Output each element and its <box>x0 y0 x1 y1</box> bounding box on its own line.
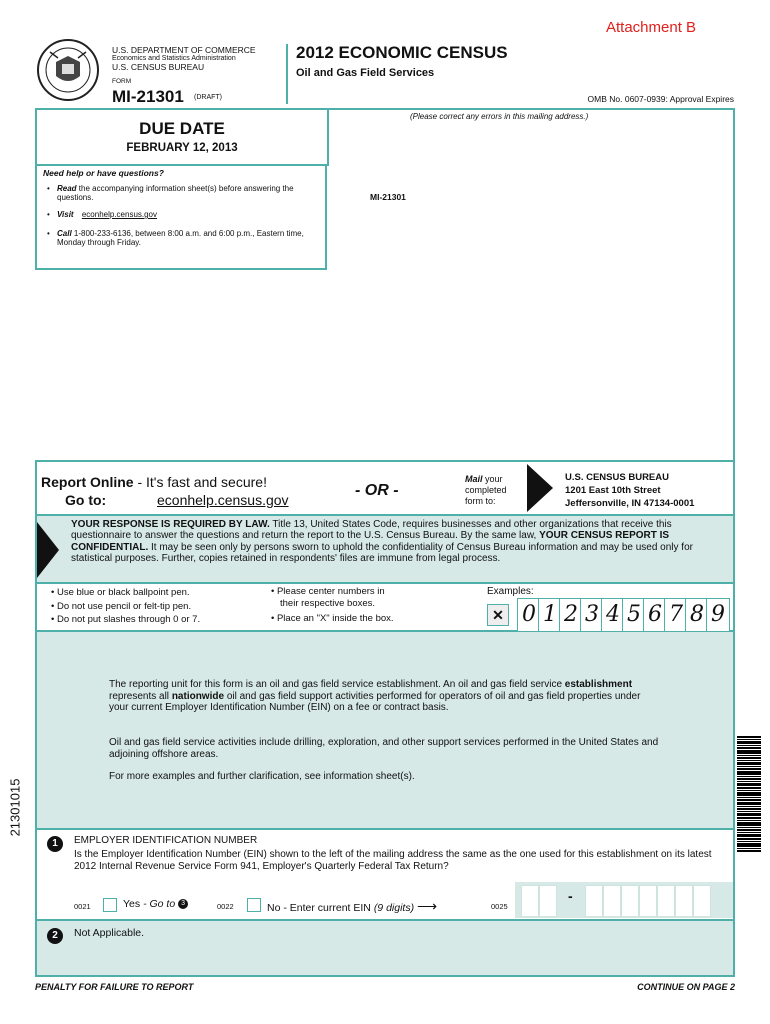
barcode-image <box>737 736 761 868</box>
call-label: Call <box>57 229 72 238</box>
report-online-line <box>41 474 267 490</box>
form-label: FORM <box>112 78 132 85</box>
ein-digit-6[interactable] <box>639 885 657 917</box>
bureau-name: U.S. CENSUS BUREAU <box>112 62 205 72</box>
report-online-bar <box>35 460 735 516</box>
example-digit: 5 <box>622 598 646 632</box>
draft-label: (DRAFT) <box>194 94 222 101</box>
example-x-box <box>487 604 509 626</box>
omb-number: OMB No. 0607-0939: Approval Expires <box>587 94 734 104</box>
info-p1c: oil and gas field support activities performed for operators of oil and gas field properties under your current Employer Identification Number (EIN) on a fee or contract basis. <box>109 690 641 713</box>
ein-dash: - <box>568 888 573 904</box>
example-digit: 7 <box>664 598 688 632</box>
mail-label: Mail <box>465 474 483 484</box>
info-section <box>35 632 735 828</box>
instruction-slashes: Do not put slashes through 0 or 7. <box>56 614 201 625</box>
question-1-number: 1 <box>47 836 63 852</box>
instructions-row <box>35 582 735 632</box>
question-1-text: Is the Employer Identification Number (EIN) shown to the left of the mailing address the same as the one used for this establishment on its latest 2012 Internal Revenue Service Form 941, Employer's Quarterly Federal Tax Return? <box>74 849 712 872</box>
example-digit: 2 <box>559 598 583 632</box>
no-italic: (9 digits) <box>373 902 415 914</box>
example-digit: 6 <box>643 598 667 632</box>
footer-continue: CONTINUE ON PAGE 2 <box>637 982 735 992</box>
goto-label: Go to: <box>65 492 107 508</box>
yes-label: Yes <box>123 898 141 910</box>
read-label: Read <box>57 184 77 193</box>
example-digit: 4 <box>601 598 625 632</box>
instructions-left: • Use blue or black ballpoint pen. • Do not use pencil or felt-tip pen. • Do not put slashes through 0 or 7. <box>51 587 201 625</box>
instruction-pencil: Do not use pencil or felt-tip pen. <box>56 600 192 612</box>
mail-address <box>565 471 694 510</box>
example-digit: 8 <box>685 598 709 632</box>
call-text: 1-800-233-6136, between 8:00 a.m. and 6:00 p.m., Eastern time, Monday through Friday. <box>57 229 304 247</box>
mail-arrow-icon <box>527 464 553 512</box>
instruction-center: Please center numbers in <box>276 586 385 597</box>
info-paragraph-2: Oil and gas field service activities include drilling, exploration, and other support services performed in the United States and adjoining offshore areas. <box>109 737 659 760</box>
address-note: (Please correct any errors in this mailing address.) <box>410 112 589 121</box>
report-online-url-link[interactable]: econhelp.census.gov <box>157 492 289 508</box>
info-p1-nationwide: nationwide <box>171 690 225 702</box>
info-p1-establishment: establishment <box>564 679 633 690</box>
ein-digit-8[interactable] <box>675 885 693 917</box>
mail-city: Jeffersonville, IN 47134-0001 <box>565 498 695 509</box>
arrow-right-icon: ⟶ <box>417 898 438 914</box>
question-1-section <box>35 828 735 921</box>
question-2-text: Not Applicable. <box>74 927 145 939</box>
goto-question-3-icon: 3 <box>178 899 188 909</box>
ein-digit-7[interactable] <box>657 885 675 917</box>
no-checkbox[interactable] <box>247 898 261 912</box>
ein-digit-9[interactable] <box>693 885 711 917</box>
ein-digit-1[interactable] <box>521 885 539 917</box>
info-paragraph-1 <box>109 679 659 714</box>
address-right-border <box>733 108 735 460</box>
or-divider: - OR - <box>355 482 399 499</box>
due-date-heading: DUE DATE <box>139 119 225 138</box>
mail-instructions <box>465 474 507 507</box>
example-x-mark: ✕ <box>492 607 504 623</box>
yes-goto: - Go to <box>143 898 176 910</box>
example-digit: 0 <box>517 598 541 632</box>
address-code: MI-21301 <box>370 192 406 202</box>
ein-digit-5[interactable] <box>621 885 639 917</box>
law-text2: It may be seen only by persons sworn to uphold the confidentiality of Census Bureau information and may be used only for statistical purposes. Further, copies retained in respondents' files are immune from legal process. <box>71 541 693 564</box>
header-agency <box>112 45 256 85</box>
attachment-label: Attachment B <box>606 19 697 36</box>
read-text: the accompanying information sheet(s) before answering the questions. <box>57 184 294 202</box>
question-2-section <box>35 921 735 977</box>
form-subtitle: Oil and Gas Field Services <box>296 67 435 79</box>
due-date-box <box>35 108 329 166</box>
law-confidential: YOUR CENSUS REPORT IS CONFIDENTIAL. <box>71 530 670 553</box>
yes-item-code: 0021 <box>74 902 91 911</box>
footer-penalty: PENALTY FOR FAILURE TO REPORT <box>35 982 194 992</box>
law-arrow-icon <box>37 522 59 578</box>
report-online-label: Report Online <box>41 474 134 490</box>
law-required: YOUR RESPONSE IS REQUIRED BY LAW. <box>71 519 270 530</box>
dept-name: U.S. DEPARTMENT OF COMMERCE <box>112 45 256 55</box>
instructions-mid: • Please center numbers in their respective boxes. • Place an "X" inside the box. <box>271 586 394 624</box>
yes-checkbox[interactable] <box>103 898 117 912</box>
help-title: Need help or have questions? <box>43 168 164 178</box>
report-online-suffix: - It's fast and secure! <box>137 474 267 490</box>
help-url-link[interactable]: econhelp.census.gov <box>81 210 158 219</box>
commerce-seal-icon <box>36 38 100 102</box>
form-title: 2012 ECONOMIC CENSUS <box>296 43 508 62</box>
header-divider <box>286 44 288 104</box>
example-digits <box>517 598 733 632</box>
ein-digit-2[interactable] <box>539 885 557 917</box>
help-call: • Call 1-800-233-6136, between 8:00 a.m. and 6:00 p.m., Eastern time, Monday through Friday. <box>47 229 304 247</box>
no-label: No <box>267 902 281 914</box>
mail-text3: form to: <box>465 496 496 506</box>
no-item-code: 0022 <box>217 902 234 911</box>
info-p1a: The reporting unit for this form is an oil and gas field service establishment. An oil and gas field service <box>109 679 563 690</box>
due-date-value: FEBRUARY 12, 2013 <box>126 142 238 154</box>
no-text: - Enter current EIN <box>283 902 371 914</box>
info-p1b: represents all <box>109 690 170 702</box>
question-1-title: EMPLOYER IDENTIFICATION NUMBER <box>74 835 258 846</box>
side-form-code: 21301015 <box>7 778 23 837</box>
law-text1: Title 13, United States Code, requires businesses and other organizations that receive this questionnaire to answer the questions and return the report to the U.S. Census Bureau. By the same law, <box>71 519 672 542</box>
example-digit: 3 <box>580 598 604 632</box>
yes-option <box>123 898 188 910</box>
mail-bureau: U.S. CENSUS BUREAU <box>565 472 669 483</box>
mail-text1: your <box>485 474 503 484</box>
instruction-center-2: their respective boxes. <box>280 597 376 609</box>
ein-digit-3[interactable] <box>585 885 603 917</box>
question-2-number: 2 <box>47 928 63 944</box>
instruction-pen: Use blue or black ballpoint pen. <box>56 587 190 598</box>
ein-input-field[interactable] <box>515 882 733 918</box>
instruction-x: Place an "X" inside the box. <box>276 613 394 624</box>
mail-street: 1201 East 10th Street <box>565 485 661 496</box>
ein-item-code: 0025 <box>491 902 508 911</box>
law-section <box>35 516 735 582</box>
no-option <box>267 898 437 915</box>
law-text <box>71 519 725 564</box>
help-read: • Read the accompanying information sheet(s) before answering the questions. <box>47 184 294 202</box>
visit-label: Visit <box>57 210 74 219</box>
ein-digit-4[interactable] <box>603 885 621 917</box>
admin-name: Economics and Statistics Administration <box>112 55 236 62</box>
example-digit: 1 <box>538 598 562 632</box>
mail-text2: completed <box>465 485 507 495</box>
example-digit: 9 <box>706 598 730 632</box>
form-number: MI-21301 <box>112 87 184 106</box>
help-visit: • Visit econhelp.census.gov <box>47 210 158 219</box>
help-box <box>35 164 327 270</box>
address-top-border <box>327 108 735 110</box>
info-paragraph-3: For more examples and further clarification, see information sheet(s). <box>109 771 415 782</box>
examples-label: Examples: <box>487 586 534 597</box>
